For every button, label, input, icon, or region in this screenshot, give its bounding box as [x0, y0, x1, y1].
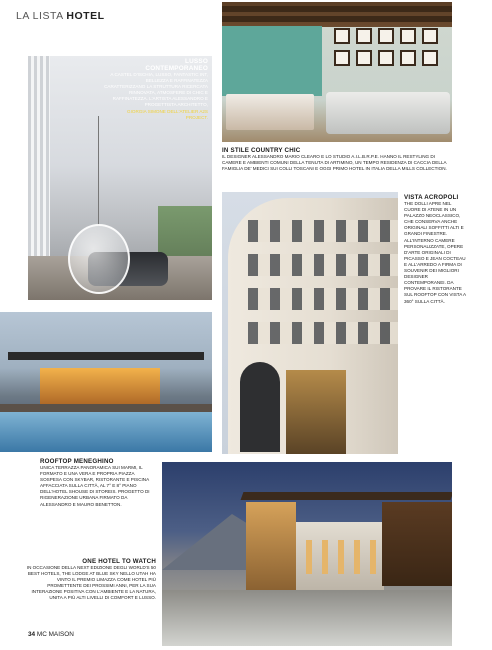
photo-athens-building — [222, 192, 398, 454]
caption-lusso-title-2: CONTEMPORANEO — [145, 65, 208, 72]
caption-lusso-body: A CASTEL D'ISCHIA, LUSSO, FANTASTIC INT, BELLEZZA E RAFFINATEZZA CARATTERIZZANO LA STRUTTURA RICERCATA RINNOVATA, ATMOSFERE DI CHIC E RAFFINATEZZA. L'ARTISTA ALESSANDRO E PROGETTISTA ARCHITETTO, — [104, 72, 208, 108]
section-label: LA LISTA — [16, 10, 63, 22]
caption-chic-title: IN STILE COUNTRY CHIC — [222, 147, 301, 154]
caption-rooftop-title: ROOFTOP MENEGHINO — [40, 458, 114, 465]
caption-one-hotel — [26, 558, 156, 602]
photo-rooftop-pool — [0, 312, 212, 452]
caption-lusso-title-1: LUSSO — [184, 58, 208, 65]
photo-country-chic-room — [222, 2, 452, 142]
caption-rooftop — [40, 458, 154, 508]
caption-lusso-highlight: GIORGIA SIMONE DELL'ATELIER A2S PROJECT. — [127, 108, 208, 120]
photo-mountain-lodge — [162, 462, 452, 646]
caption-onehotel-body: IN OCCASIONE DELLA NEXT EDIZIONE DEGLI WORLD'S 50 BEST HOTELS, THE LODGE AT BLUE SKY NELLO UTAH HA VINTO IL PREMIO LIMAZZA COME HOTEL PIÙ PROMETTENTE DEI PROSSIMI ANNI, PER LA SUA INTERAZIONE POSITIVA CON L'AMBIENTE E LA NATURA, UNITA A PIÙ ALTI LIVELLI DI COMFORT E LUSSO. — [26, 565, 156, 601]
caption-acropoli — [404, 194, 466, 305]
page-number: 34 — [28, 631, 36, 638]
page-footer — [28, 631, 74, 638]
magazine-name: MC MAISON — [36, 631, 74, 638]
caption-lusso — [104, 58, 208, 121]
caption-rooftop-body: UNICA TERRAZZA PANORAMICA SUI MARMI, IL FORMATO E UNA VERA E PROPRIA PIAZZA SOSPESA CON SKYBAR, RISTORANTE E PISCINA AFFACCIATA SULLA CITTÀ, AL 7° E 8° PIANO DELL'HOTEL SHOUSE DI STOREIS. PROGETTO DI RIGENERAZIONE URBANA FIRMATO DA ALESSANDRO E MAURO BENETTON. — [40, 465, 150, 507]
caption-acropoli-body: THE DOLLI APRE NEL CUORE DI ATENE IN UN PALAZZO NEOCLASSICO, CHE CONSERVA ANCHE ORIGINALI SOFFITTI ALTI E GRANDI FINESTRE. ALL'INTERNO CAMERE PERSONALIZZATE, OPERE D'ARTE ORIGINALI DI PICASSO E JEAN COCTEAU E ALL'ARREDO A FIRMA DI SOUVENIR DEI MIGLIORI DESIGNER CONTEMPORANEI. DA PROVARE IL RISTORANTE SUL ROOFTOP CON VISTA A 360° SULLA CITTÀ. — [404, 201, 466, 304]
caption-chic-body: IL DESIGNER ALESSANDRO MARIO CLEARO E LO STUDIO A.I.L.B.R.P.E. HANNO IL RESTYLING DI CAMERE E AMBIENTI COMUNI DELLA TENUTA DI ARTIMINO, UN TEMPO RESIDENZA DI CACCIA DELLA FAMIGLIA DE' MEDICI SUI COLLI TOSCANI E OGGI PRIMO HOTEL IN ITALIA DELLA MILLS COLLECTION. — [222, 154, 447, 172]
section-title: HOTEL — [66, 10, 105, 22]
caption-country-chic — [222, 147, 452, 172]
section-header — [16, 10, 105, 22]
caption-onehotel-title: ONE HOTEL TO WATCH — [82, 558, 156, 565]
caption-acropoli-title: VISTA ACROPOLI — [404, 194, 459, 201]
